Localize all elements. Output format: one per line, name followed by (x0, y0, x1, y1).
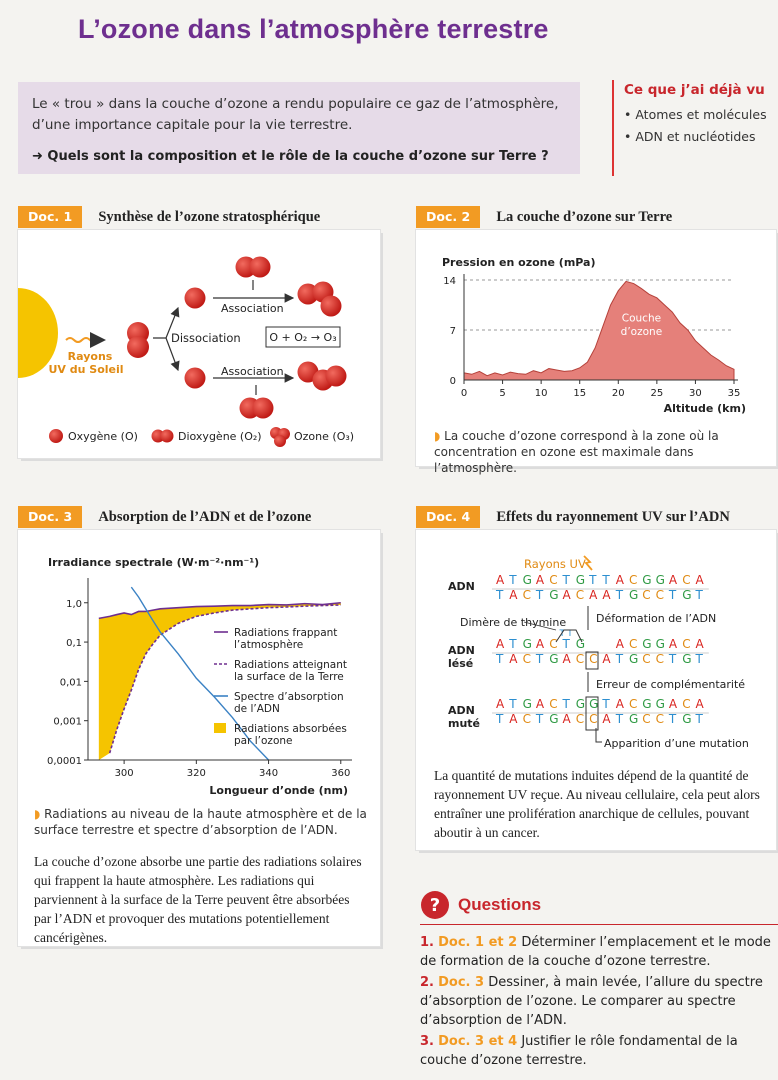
nucleotide: G (549, 652, 559, 666)
legend-label: la surface de la Terre (234, 671, 344, 683)
legend-label: l’atmosphère (234, 639, 304, 651)
nucleotide: G (682, 652, 692, 666)
legend-dioxygen: Dioxygène (O₂) (178, 430, 262, 443)
already-seen-heading: Ce que j’ai déjà vu (624, 82, 765, 98)
nucleotide: A (496, 637, 505, 651)
dimer-label: Dimère de thymine (460, 616, 567, 629)
uv-wave-icon (66, 338, 98, 342)
nucleotide: A (509, 652, 518, 666)
nucleotide: T (496, 712, 504, 726)
nucleotide: C (642, 588, 651, 602)
nucleotide: A (602, 588, 611, 602)
nucleotide: A (496, 573, 505, 587)
nucleotide: T (535, 712, 544, 726)
nucleotide: G (642, 637, 652, 651)
legend-label: Radiations frappant (234, 627, 338, 639)
nucleotide: C (549, 637, 558, 651)
nucleotide: G (655, 697, 665, 711)
ozone-synthesis-diagram (18, 230, 380, 458)
row-label: lésé (448, 657, 474, 670)
doc4-header (416, 506, 730, 532)
chart2-ylabel: Pression en ozone (mPa) (442, 256, 596, 269)
doc2-caption (434, 428, 764, 476)
nucleotide: T (562, 637, 570, 651)
nucleotide: G (575, 637, 586, 651)
mutation-label: Apparition d’une mutation (604, 737, 749, 750)
caption-marker-icon: ◗ (34, 807, 41, 821)
nucleotide: C (642, 652, 651, 666)
nucleotide: T (615, 588, 624, 602)
doc4-title: Effets du rayonnement UV sur l’ADN (496, 509, 730, 525)
nucleotide: A (562, 712, 571, 726)
legend-label: Radiations atteignant (234, 659, 348, 671)
doc1-title: Synthèse de l’ozone stratosphérique (98, 209, 321, 225)
nucleotide: C (575, 652, 585, 666)
doc2-header (416, 206, 672, 232)
legend-label: de l’ADN (234, 703, 280, 715)
uv-label: Rayons UV (524, 557, 586, 571)
nucleotide: T (509, 573, 517, 587)
nucleotide: A (535, 697, 545, 711)
x-tick-label: 0 (460, 388, 468, 399)
already-seen-box (612, 80, 778, 176)
nucleotide: A (615, 637, 624, 651)
nucleotide: C (575, 588, 585, 602)
ozone-pressure-chart (416, 230, 776, 426)
nucleotide: T (496, 652, 504, 666)
nucleotide: T (602, 697, 610, 711)
nucleotide: C (655, 652, 664, 666)
x-tick-label: 360 (331, 768, 351, 779)
nucleotide: G (522, 573, 532, 587)
nucleotide: C (522, 712, 531, 726)
chart2-annotation: Couche (621, 312, 662, 325)
nucleotide: A (695, 573, 704, 587)
nucleotide: C (549, 697, 558, 711)
nucleotide: T (695, 652, 703, 666)
x-tick-label: 320 (186, 768, 206, 779)
already-seen-item: • Atomes et molécules (624, 107, 767, 122)
nucleotide: C (549, 573, 558, 587)
nucleotide: T (668, 588, 677, 602)
chart2-annotation: d’ozone (620, 326, 663, 338)
nucleotide: A (562, 588, 571, 602)
oxygen-atom (127, 336, 149, 358)
svg-text:?: ? (429, 895, 441, 916)
error-label: Erreur de complémentarité (596, 678, 746, 691)
equation: O + O₂ → O₃ (269, 331, 337, 344)
nucleotide: C (655, 588, 664, 602)
nucleotide: G (629, 588, 639, 602)
nucleotide: C (629, 697, 638, 711)
nucleotide: G (549, 712, 559, 726)
nucleotide: T (535, 652, 544, 666)
nucleotide: G (629, 652, 639, 666)
dissociation-label: Dissociation (171, 331, 241, 345)
nucleotide: G (589, 697, 599, 711)
doc1-panel (18, 230, 380, 458)
nucleotide: G (575, 697, 586, 711)
nucleotide: C (682, 637, 691, 651)
already-seen-item: • ADN et nucléotides (624, 129, 756, 144)
legend-swatch (214, 723, 226, 733)
doc4-panel (416, 530, 776, 850)
page-title: L’ozone dans l’atmosphère terrestre (78, 14, 549, 44)
y-tick-label: 1,0 (66, 598, 82, 610)
legend-label: Radiations absorbées (234, 723, 347, 735)
x-tick-label: 20 (611, 388, 625, 399)
oxygen-atom (185, 288, 206, 309)
nucleotide: C (629, 637, 638, 651)
x-tick-label: 300 (114, 768, 134, 779)
nucleotide: G (522, 697, 532, 711)
doc3-caption-text: Radiations au niveau de la haute atmosphère et de la surface terrestre et spectre d’absorption de l’ADN. (34, 807, 367, 837)
x-tick-label: 10 (534, 388, 548, 399)
nucleotide: G (682, 712, 692, 726)
x-tick-label: 25 (650, 388, 664, 399)
nucleotide: C (629, 573, 638, 587)
oxygen-atom (326, 366, 347, 387)
nucleotide: A (615, 573, 624, 587)
nucleotide: A (668, 697, 678, 711)
nucleotide: C (589, 652, 598, 666)
chart3-ylabel: Irradiance spectrale (W·m⁻²·nm⁻¹) (48, 556, 260, 569)
nucleotide: T (562, 697, 570, 711)
y-tick-label: 0 (449, 376, 456, 387)
row-label: ADN (448, 580, 475, 593)
nucleotide: T (602, 573, 610, 587)
nucleotide: C (522, 588, 531, 602)
legend-dioxygen-icon (161, 430, 174, 443)
nucleotide: A (668, 637, 678, 651)
doc2-panel (416, 230, 776, 475)
dna-mutation-diagram (416, 530, 776, 758)
absorption-chart (18, 530, 380, 800)
nucleotide: A (615, 697, 624, 711)
nucleotide: T (535, 588, 544, 602)
doc4-tag: Doc. 4 (416, 506, 480, 528)
nucleotide: T (668, 712, 677, 726)
y-tick-label: 0,1 (66, 638, 82, 650)
legend-oxygen: Oxygène (O) (68, 430, 138, 443)
chart3-xlabel: Longueur d’onde (nm) (209, 784, 348, 797)
y-tick-label: 14 (443, 276, 456, 287)
nucleotide: C (589, 712, 598, 726)
question-mark-icon (420, 890, 450, 920)
doc3-panel (18, 530, 380, 946)
x-tick-label: 5 (499, 388, 506, 399)
nucleotide: G (642, 573, 652, 587)
doc2-title: La couche d’ozone sur Terre (496, 209, 673, 225)
nucleotide: G (655, 573, 665, 587)
doc2-tag: Doc. 2 (416, 206, 480, 228)
nucleotide: A (668, 573, 678, 587)
nucleotide: G (642, 697, 652, 711)
intro-text: Le « trou » dans la couche d’ozone a rendu populaire ce gaz de l’atmosphère, d’une importance capitale pour la vie terrestre. (32, 96, 559, 133)
nucleotide: T (509, 697, 517, 711)
nucleotide: C (642, 712, 651, 726)
sun-label-1: Rayons (67, 350, 113, 363)
nucleotide: A (602, 712, 611, 726)
row-label: ADN (448, 644, 475, 657)
nucleotide: T (562, 573, 570, 587)
nucleotide: A (535, 637, 545, 651)
nucleotide: A (509, 712, 518, 726)
nucleotide: A (496, 697, 505, 711)
nucleotide: C (522, 652, 531, 666)
y-tick-label: 7 (449, 326, 456, 337)
legend-label: Spectre d’absorption (234, 691, 344, 703)
intro-box (18, 82, 580, 174)
nucleotide: G (549, 588, 559, 602)
doc3-caption (34, 806, 370, 838)
nucleotide: A (695, 697, 704, 711)
doc3-text: La couche d’ozone absorbe une partie des radiations solaires qui frappent la haute atmosphère. Les radiations qui parviennent à la surface de la Terre peuvent être absorbées par l’ADN et provoquer des mutations potentiellement cancérigènes. (34, 854, 362, 945)
nucleotide: T (615, 712, 624, 726)
nucleotide: A (535, 573, 545, 587)
intro-question: ➜ Quels sont la composition et le rôle de la couche d’ozone sur Terre ? (32, 149, 549, 164)
row-label: muté (448, 717, 481, 730)
nucleotide: A (602, 652, 611, 666)
oxygen-atom (250, 257, 271, 278)
questions-heading: Questions (458, 895, 542, 914)
question-item: 1. Doc. 1 et 2 Déterminer l’emplacement et le mode de formation de la couche d’ozone terrestre. (420, 935, 771, 969)
nucleotide: G (522, 637, 532, 651)
nucleotide: G (575, 573, 586, 587)
oxygen-atom (185, 368, 206, 389)
nucleotide: A (589, 588, 598, 602)
doc4-text: La quantité de mutations induites dépend de la quantité de rayonnement UV reçue. Au niveau cellulaire, cela peut alors entraîner une prolifération anarchique de cellules, pouvant aboutir à un cancer. (434, 768, 760, 840)
nucleotide: T (695, 712, 703, 726)
nucleotide: T (589, 573, 597, 587)
nucleotide: T (509, 637, 517, 651)
doc1-tag: Doc. 1 (18, 206, 82, 228)
doc1-header (18, 206, 320, 232)
association-label-2: Association (221, 365, 284, 378)
x-tick-label: 35 (727, 388, 741, 399)
nucleotide: G (629, 712, 639, 726)
x-tick-label: 30 (689, 388, 702, 399)
oxygen-atom (253, 398, 274, 419)
ozone-area (464, 281, 734, 380)
chart2-xlabel: Altitude (km) (663, 402, 746, 415)
nucleotide: C (682, 697, 691, 711)
doc3-tag: Doc. 3 (18, 506, 82, 528)
nucleotide: T (668, 652, 677, 666)
question-item: 2. Doc. 3 Dessiner, à main levée, l’allure du spectre d’absorption de l’ozone. Le comparer au spectre d’absorption de l’ADN. (420, 975, 763, 1028)
dimer-letters: T T (559, 629, 573, 639)
nucleotide: G (682, 588, 692, 602)
y-tick-label: 0,01 (59, 677, 82, 689)
legend-ozone: Ozone (O₃) (294, 430, 355, 443)
legend-ozone-icon (274, 435, 286, 447)
x-tick-label: 15 (573, 388, 587, 399)
y-tick-label: 0,0001 (47, 756, 82, 767)
sun-label-2: UV du Soleil (48, 363, 124, 376)
nucleotide: T (496, 588, 504, 602)
y-tick-label: 0,001 (53, 716, 82, 728)
deformation-label: Déformation de l’ADN (596, 612, 717, 625)
nucleotide: T (615, 652, 624, 666)
oxygen-atom (321, 296, 342, 317)
nucleotide: A (562, 652, 571, 666)
nucleotide: C (575, 712, 585, 726)
questions-box (420, 890, 778, 1070)
caption-marker-icon: ◗ (434, 429, 441, 443)
association-label-1: Association (221, 302, 284, 315)
doc3-header (18, 506, 311, 532)
row-label: ADN (448, 704, 475, 717)
nucleotide: A (695, 637, 704, 651)
nucleotide: A (509, 588, 518, 602)
doc3-title: Absorption de l’ADN et de l’ozone (98, 509, 312, 525)
legend-label: par l’ozone (234, 735, 293, 747)
nucleotide: C (655, 712, 664, 726)
nucleotide: C (682, 573, 691, 587)
doc2-caption-text: La couche d’ozone correspond à la zone où la concentration en ozone est maximale dans l’atmosphère. (434, 429, 719, 475)
x-tick-label: 340 (259, 768, 279, 779)
question-item: 3. Doc. 3 et 4 Justifier le rôle fondamental de la couche d’ozone terrestre. (420, 1034, 738, 1068)
legend-oxygen-icon (49, 429, 63, 443)
nucleotide: T (695, 588, 703, 602)
nucleotide: G (655, 637, 665, 651)
